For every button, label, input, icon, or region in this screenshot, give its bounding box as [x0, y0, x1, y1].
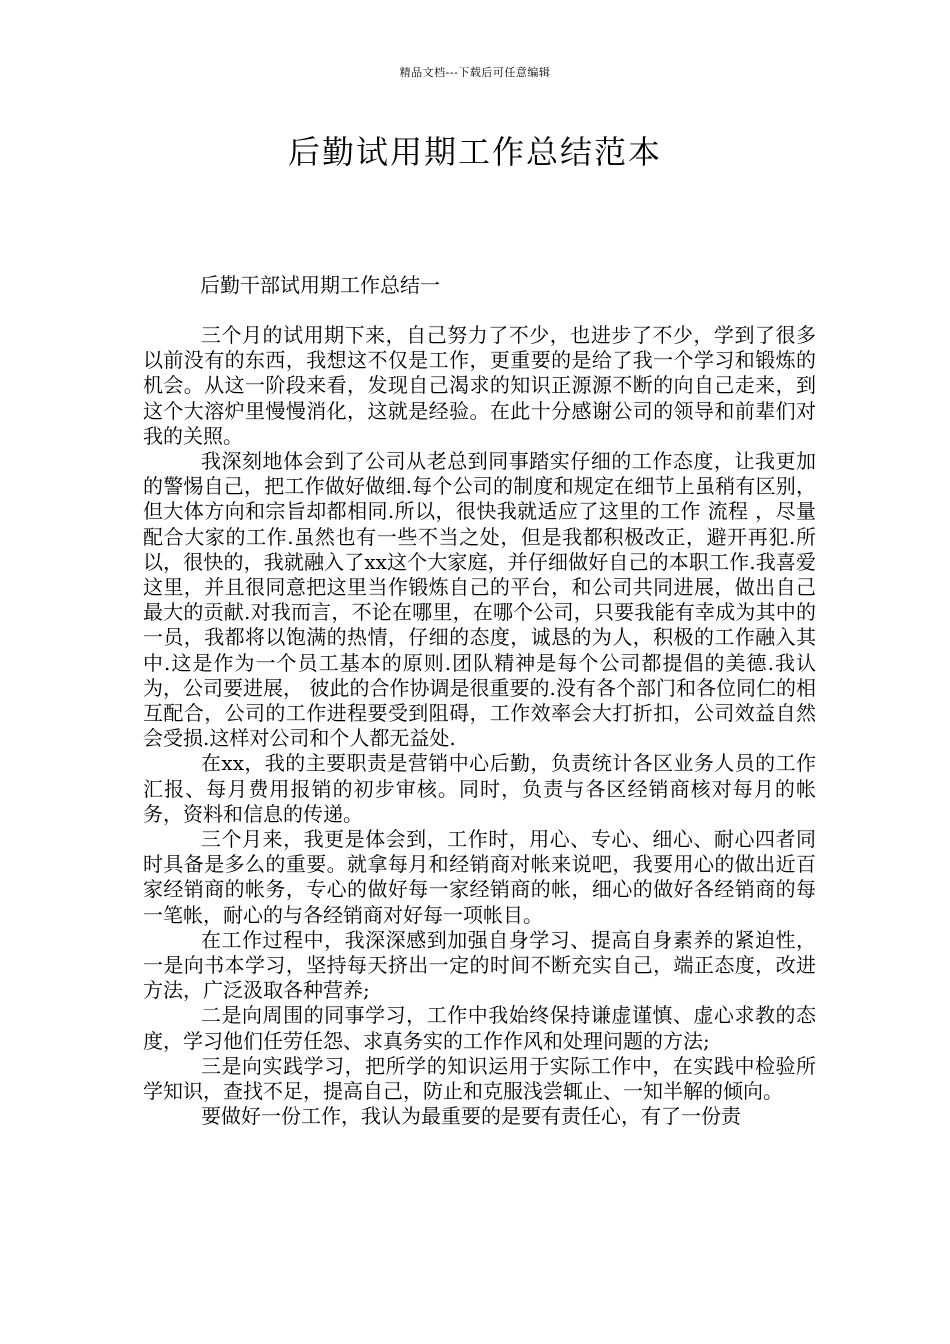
- paragraph: 二是向周围的同事学习，工作中我始终保持谦虚谨慎、虚心求教的态度，学习他们任劳任怨、求真务实的工作作风和处理问题的方法;: [143, 1003, 816, 1053]
- paragraph: 三个月的试用期下来，自己努力了不少，也进步了不少，学到了很多以前没有的东西，我想这不仅是工作，更重要的是给了我一个学习和锻炼的机会。从这一阶段来看，发现自己渴求的知识正源源不断的向自己走来，到这个大溶炉里慢慢消化，这就是经验。在此十分感谢公司的领导和前辈们对我的关照。: [143, 323, 816, 448]
- paragraph: 三个月来，我更是体会到，工作时，用心、专心、细心、耐心四者同时具备是多么的重要。就拿每月和经销商对帐来说吧，我要用心的做出近百家经销商的帐务，专心的做好每一家经销商的帐，细心的做好各经销商的每一笔帐，耐心的与各经销商对好每一项帐目。: [143, 827, 816, 927]
- paragraph: 三是向实践学习，把所学的知识运用于实际工作中，在实践中检验所学知识，查找不足，提高自己，防止和克服浅尝辄止、一知半解的倾向。: [143, 1053, 816, 1104]
- paragraph: 在工作过程中，我深深感到加强自身学习、提高自身素养的紧迫性，一是向书本学习，坚持每天挤出一定的时间不断充实自己，端正态度，改进方法，广泛汲取各种营养;: [143, 927, 816, 1003]
- paragraph: 在xx，我的主要职责是营销中心后勤，负责统计各区业务人员的工作汇报、每月费用报销的初步审核。同时，负责与各区经销商核对每月的帐务，资料和信息的传递。: [143, 751, 816, 826]
- document-body: [143, 323, 816, 1130]
- document-title: 后勤试用期工作总结范本: [287, 133, 662, 171]
- paragraph: 我深刻地体会到了公司从老总到同事踏实仔细的工作态度，让我更加的警惕自己，把工作做好做细.每个公司的制度和规定在细节上虽稍有区别，但大体方向和宗旨却都相同.所以，很快我就适应了这里的工作 流程 ，尽量配合大家的工作.虽然也有一些不当之处，但是我都积极改正，避开再犯.所以，很快的，我就融入了xx这个大家庭，并仔细做好自己的本职工作.我喜爱这里，并且很同意把这里当作锻炼自己的平台，和公司共同进展，做出自己最大的贡献.对我而言，不论在哪里，在哪个公司，只要我能有幸成为其中的一员，我都将以饱满的热情，仔细的态度，诚恳的为人，积极的工作融入其中.这是作为一个员工基本的原则.团队精神是每个公司都提倡的美德.我认为，公司要进展， 彼此的合作协调是很重要的.没有各个部门和各位同仁的相互配合，公司的工作进程要受到阻碍，工作效率会大打折扣，公司效益自然会受损.这样对公司和个人都无益处.: [143, 449, 816, 751]
- paragraph: 要做好一份工作，我认为最重要的是要有责任心，有了一份责: [201, 1104, 741, 1129]
- page-header: 精品文档---下载后可任意编辑: [399, 66, 551, 79]
- section-heading: 后勤干部试用期工作总结一: [200, 273, 440, 297]
